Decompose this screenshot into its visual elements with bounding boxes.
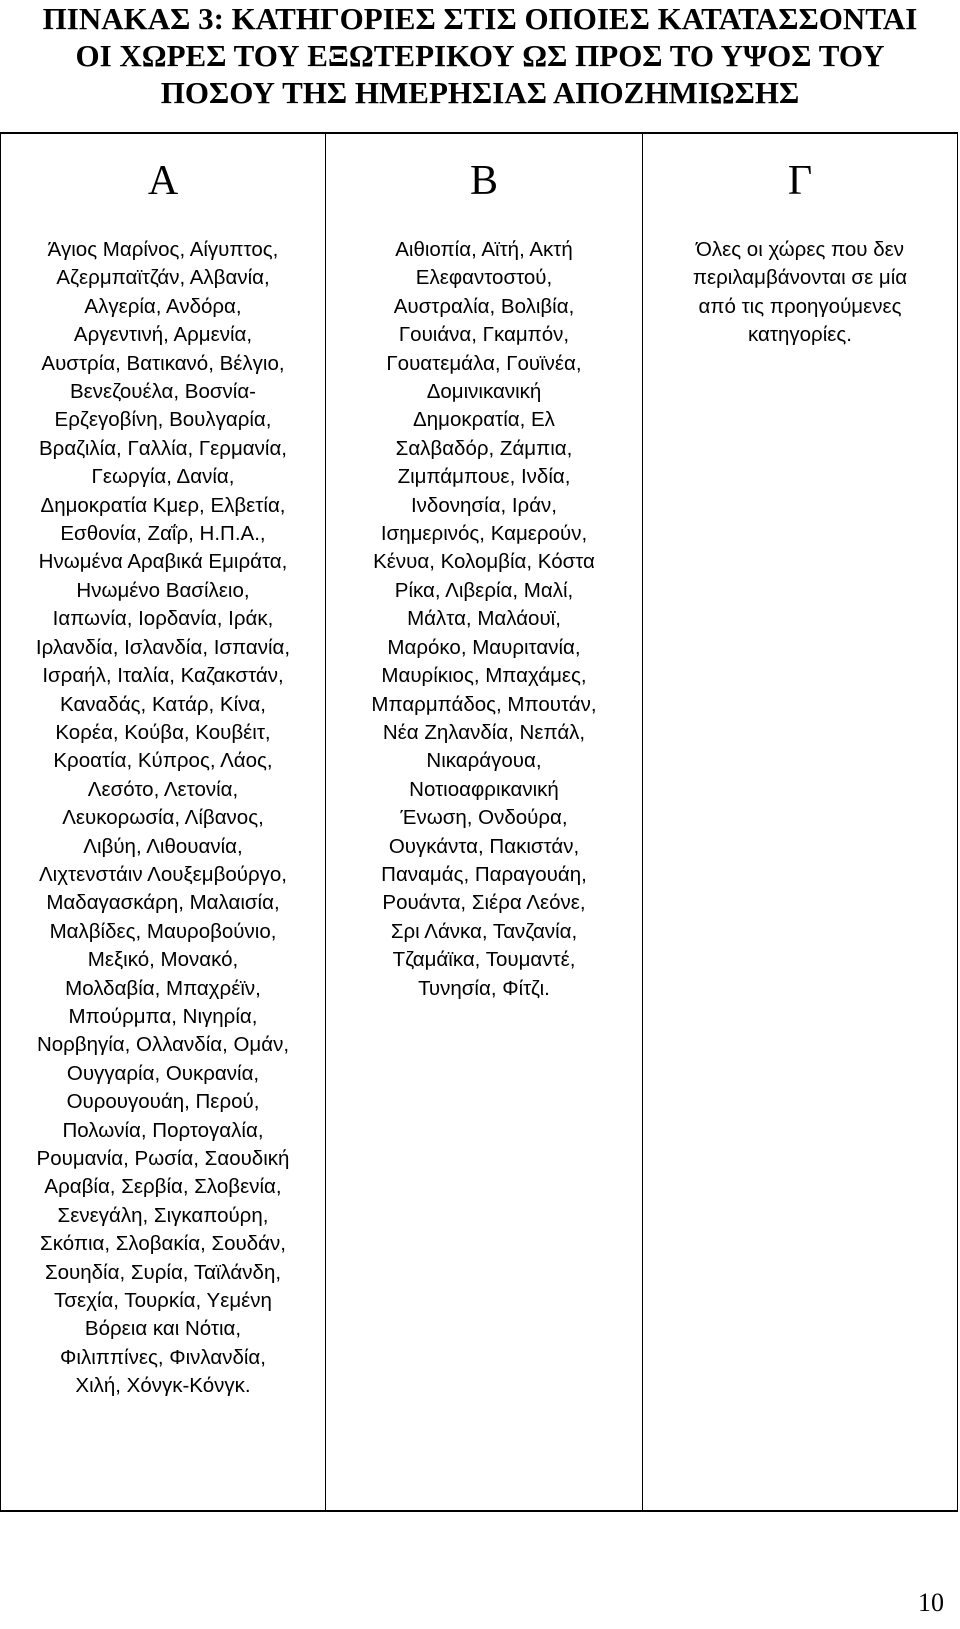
text-line: Ηνωμένο Βασίλειο, <box>76 578 250 602</box>
text-line: Λευκορωσία, Λίβανος, <box>62 806 264 830</box>
text-line: Νέα Ζηλανδία, Νεπάλ, <box>382 720 586 744</box>
text-line: Βόρεια και Νότια, <box>84 1317 242 1341</box>
text-line: Ιρλανδία, Ισλανδία, Ισπανία, <box>35 635 291 659</box>
text-line: Κορέα, Κούβα, Κουβέιτ, <box>55 720 271 744</box>
text-line: Ρουμανία, Ρωσία, Σαουδική <box>36 1147 290 1170</box>
column-c-header: Γ <box>787 158 813 204</box>
text-line: Ουρουγουάη, Περού, <box>66 1090 260 1114</box>
text-line: Σενεγάλη, Σιγκαπούρη, <box>57 1203 269 1227</box>
column-c-note <box>643 236 957 350</box>
text-line: από τις προηγούμενες <box>698 294 902 318</box>
text-line: Ένωση, Ονδούρα, <box>400 806 568 830</box>
text-line: Αυστρία, Βατικανό, Βέλγιο, <box>41 351 285 375</box>
column-a <box>1 134 326 1510</box>
text-line: Λιχτενστάιν Λουξεμβούργο, <box>38 862 288 886</box>
text-line: Τσεχία, Τουρκία, Υεμένη <box>54 1289 272 1313</box>
text-line: Καναδάς, Κατάρ, Κίνα, <box>60 692 266 716</box>
text-line: Λιβύη, Λιθουανία, <box>83 834 243 858</box>
text-line: Τζαμάϊκα, Τουμαντέ, <box>392 948 576 972</box>
column-c <box>643 134 957 1510</box>
text-line: Εσθονία, Ζαΐρ, Η.Π.Α., <box>60 522 266 546</box>
text-line: Σουηδία, Συρία, Ταϊλάνδη, <box>44 1260 282 1284</box>
column-b <box>326 134 643 1510</box>
text-line: Μαλβίδες, Μαυροβούνιο, <box>49 919 277 943</box>
text-line: Πολωνία, Πορτογαλία, <box>62 1118 264 1142</box>
text-line: Αυστραλία, Βολιβία, <box>393 294 575 318</box>
text-line: Ιαπωνία, Ιορδανία, Ιράκ, <box>52 607 274 631</box>
text-line: Λεσότο, Λετονία, <box>87 777 239 801</box>
text-line: κατηγορίες. <box>748 323 852 347</box>
text-line: Ουγκάντα, Πακιστάν, <box>388 834 580 858</box>
column-b-header: Β <box>469 158 498 204</box>
text-line: Κένυα, Κολομβία, Κόστα <box>373 550 595 574</box>
text-line: Γουατεμάλα, Γουϊνέα, <box>386 351 582 375</box>
text-line: περιλαμβάνονται σε μία <box>692 266 908 290</box>
text-line: Ισημερινός, Καμερούν, <box>380 522 588 546</box>
text-line: Κροατία, Κύπρος, Λάος, <box>53 749 273 773</box>
text-line: Νικαράγουα, <box>426 749 542 773</box>
text-line: Ηνωμένα Αραβικά Εμιράτα, <box>38 550 288 574</box>
text-line: Αργεντινή, Αρμενία, <box>73 323 253 347</box>
text-line: Δημοκρατία Κμερ, Ελβετία, <box>40 493 286 517</box>
text-line: Αζερμπαϊτζάν, Αλβανία, <box>56 266 270 290</box>
categories-table <box>0 132 958 1512</box>
text-line: Τυνησία, Φίτζι. <box>418 976 550 1000</box>
text-line: Άγιος Μαρίνος, Αίγυπτος, <box>47 238 279 261</box>
column-b-countries <box>326 236 642 1003</box>
text-line: Δημοκρατία, Ελ <box>413 408 555 432</box>
text-line: Γουιάνα, Γκαμπόν, <box>398 323 570 347</box>
text-line: Ζιμπάμπουε, Ινδία, <box>397 465 571 489</box>
title-line-2: ΟΙ ΧΩΡΕΣ ΤΟΥ ΕΞΩΤΕΡΙΚΟΥ ΩΣ ΠΡΟΣ ΤΟ ΥΨΟΣ ΤΟΥ <box>75 38 885 73</box>
text-line: Μαυρίκιος, Μπαχάμες, <box>381 664 587 688</box>
text-line: Μαδαγασκάρη, Μαλαισία, <box>46 891 280 915</box>
column-a-header: Α <box>147 158 179 204</box>
text-line: Γεωργία, Δανία, <box>91 465 235 489</box>
text-line: Ρουάντα, Σιέρα Λεόνε, <box>382 891 586 915</box>
text-line: Δομινικανική <box>426 380 542 404</box>
text-line: Ουγγαρία, Ουκρανία, <box>66 1061 260 1085</box>
title-line-3: ΠΟΣΟΥ ΤΗΣ ΗΜΕΡΗΣΙΑΣ ΑΠΟΖΗΜΙΩΣΗΣ <box>160 75 800 110</box>
text-line: Νορβηγία, Ολλανδία, Ομάν, <box>36 1033 290 1057</box>
text-line: Σκόπια, Σλοβακία, Σουδάν, <box>40 1232 286 1256</box>
text-line: Ισραήλ, Ιταλία, Καζακστάν, <box>42 664 284 688</box>
text-line: Σαλβαδόρ, Ζάμπια, <box>395 436 573 460</box>
text-line: Νοτιοαφρικανική <box>409 777 559 801</box>
text-line: Ελεφαντοστού, <box>415 266 553 290</box>
text-line: Όλες οι χώρες που δεν <box>695 238 905 261</box>
text-line: Αιθιοπία, Αϊτή, Ακτή <box>395 238 573 261</box>
page-number: 10 <box>918 1588 944 1617</box>
text-line: Μεξικό, Μονακό, <box>87 948 239 972</box>
text-line: Βενεζουέλα, Βοσνία- <box>69 380 256 404</box>
title-line-1: ΠΙΝΑΚΑΣ 3: ΚΑΤΗΓΟΡΙΕΣ ΣΤΙΣ ΟΠΟΙΕΣ ΚΑΤΑΤΑΣΣΟΝΤΑΙ <box>42 1 918 36</box>
text-line: Μάλτα, Μαλάουϊ, <box>407 607 561 631</box>
text-line: Μπαρμπάδος, Μπουτάν, <box>371 692 597 716</box>
text-line: Παναμάς, Παραγουάη, <box>381 862 587 886</box>
text-line: Βραζιλία, Γαλλία, Γερμανία, <box>38 436 287 460</box>
text-line: Μολδαβία, Μπαχρέϊν, <box>65 976 261 1000</box>
text-line: Μπούρμπα, Νιγηρία, <box>68 1004 258 1028</box>
text-line: Ινδονησία, Ιράν, <box>410 493 557 517</box>
text-line: Ερζεγοβίνη, Βουλγαρία, <box>54 408 272 432</box>
column-a-countries <box>1 236 325 1401</box>
text-line: Φιλιππίνες, Φινλανδία, <box>60 1345 266 1369</box>
text-line: Μαρόκο, Μαυριτανία, <box>387 635 581 659</box>
text-line: Χιλή, Χόνγκ-Κόνγκ. <box>75 1374 251 1398</box>
text-line: Σρι Λάνκα, Τανζανία, <box>390 919 578 943</box>
document-title <box>0 0 960 111</box>
text-line: Αραβία, Σερβία, Σλοβενία, <box>44 1175 282 1199</box>
text-line: Αλγερία, Ανδόρα, <box>84 294 242 318</box>
text-line: Ρίκα, Λιβερία, Μαλί, <box>394 578 574 602</box>
